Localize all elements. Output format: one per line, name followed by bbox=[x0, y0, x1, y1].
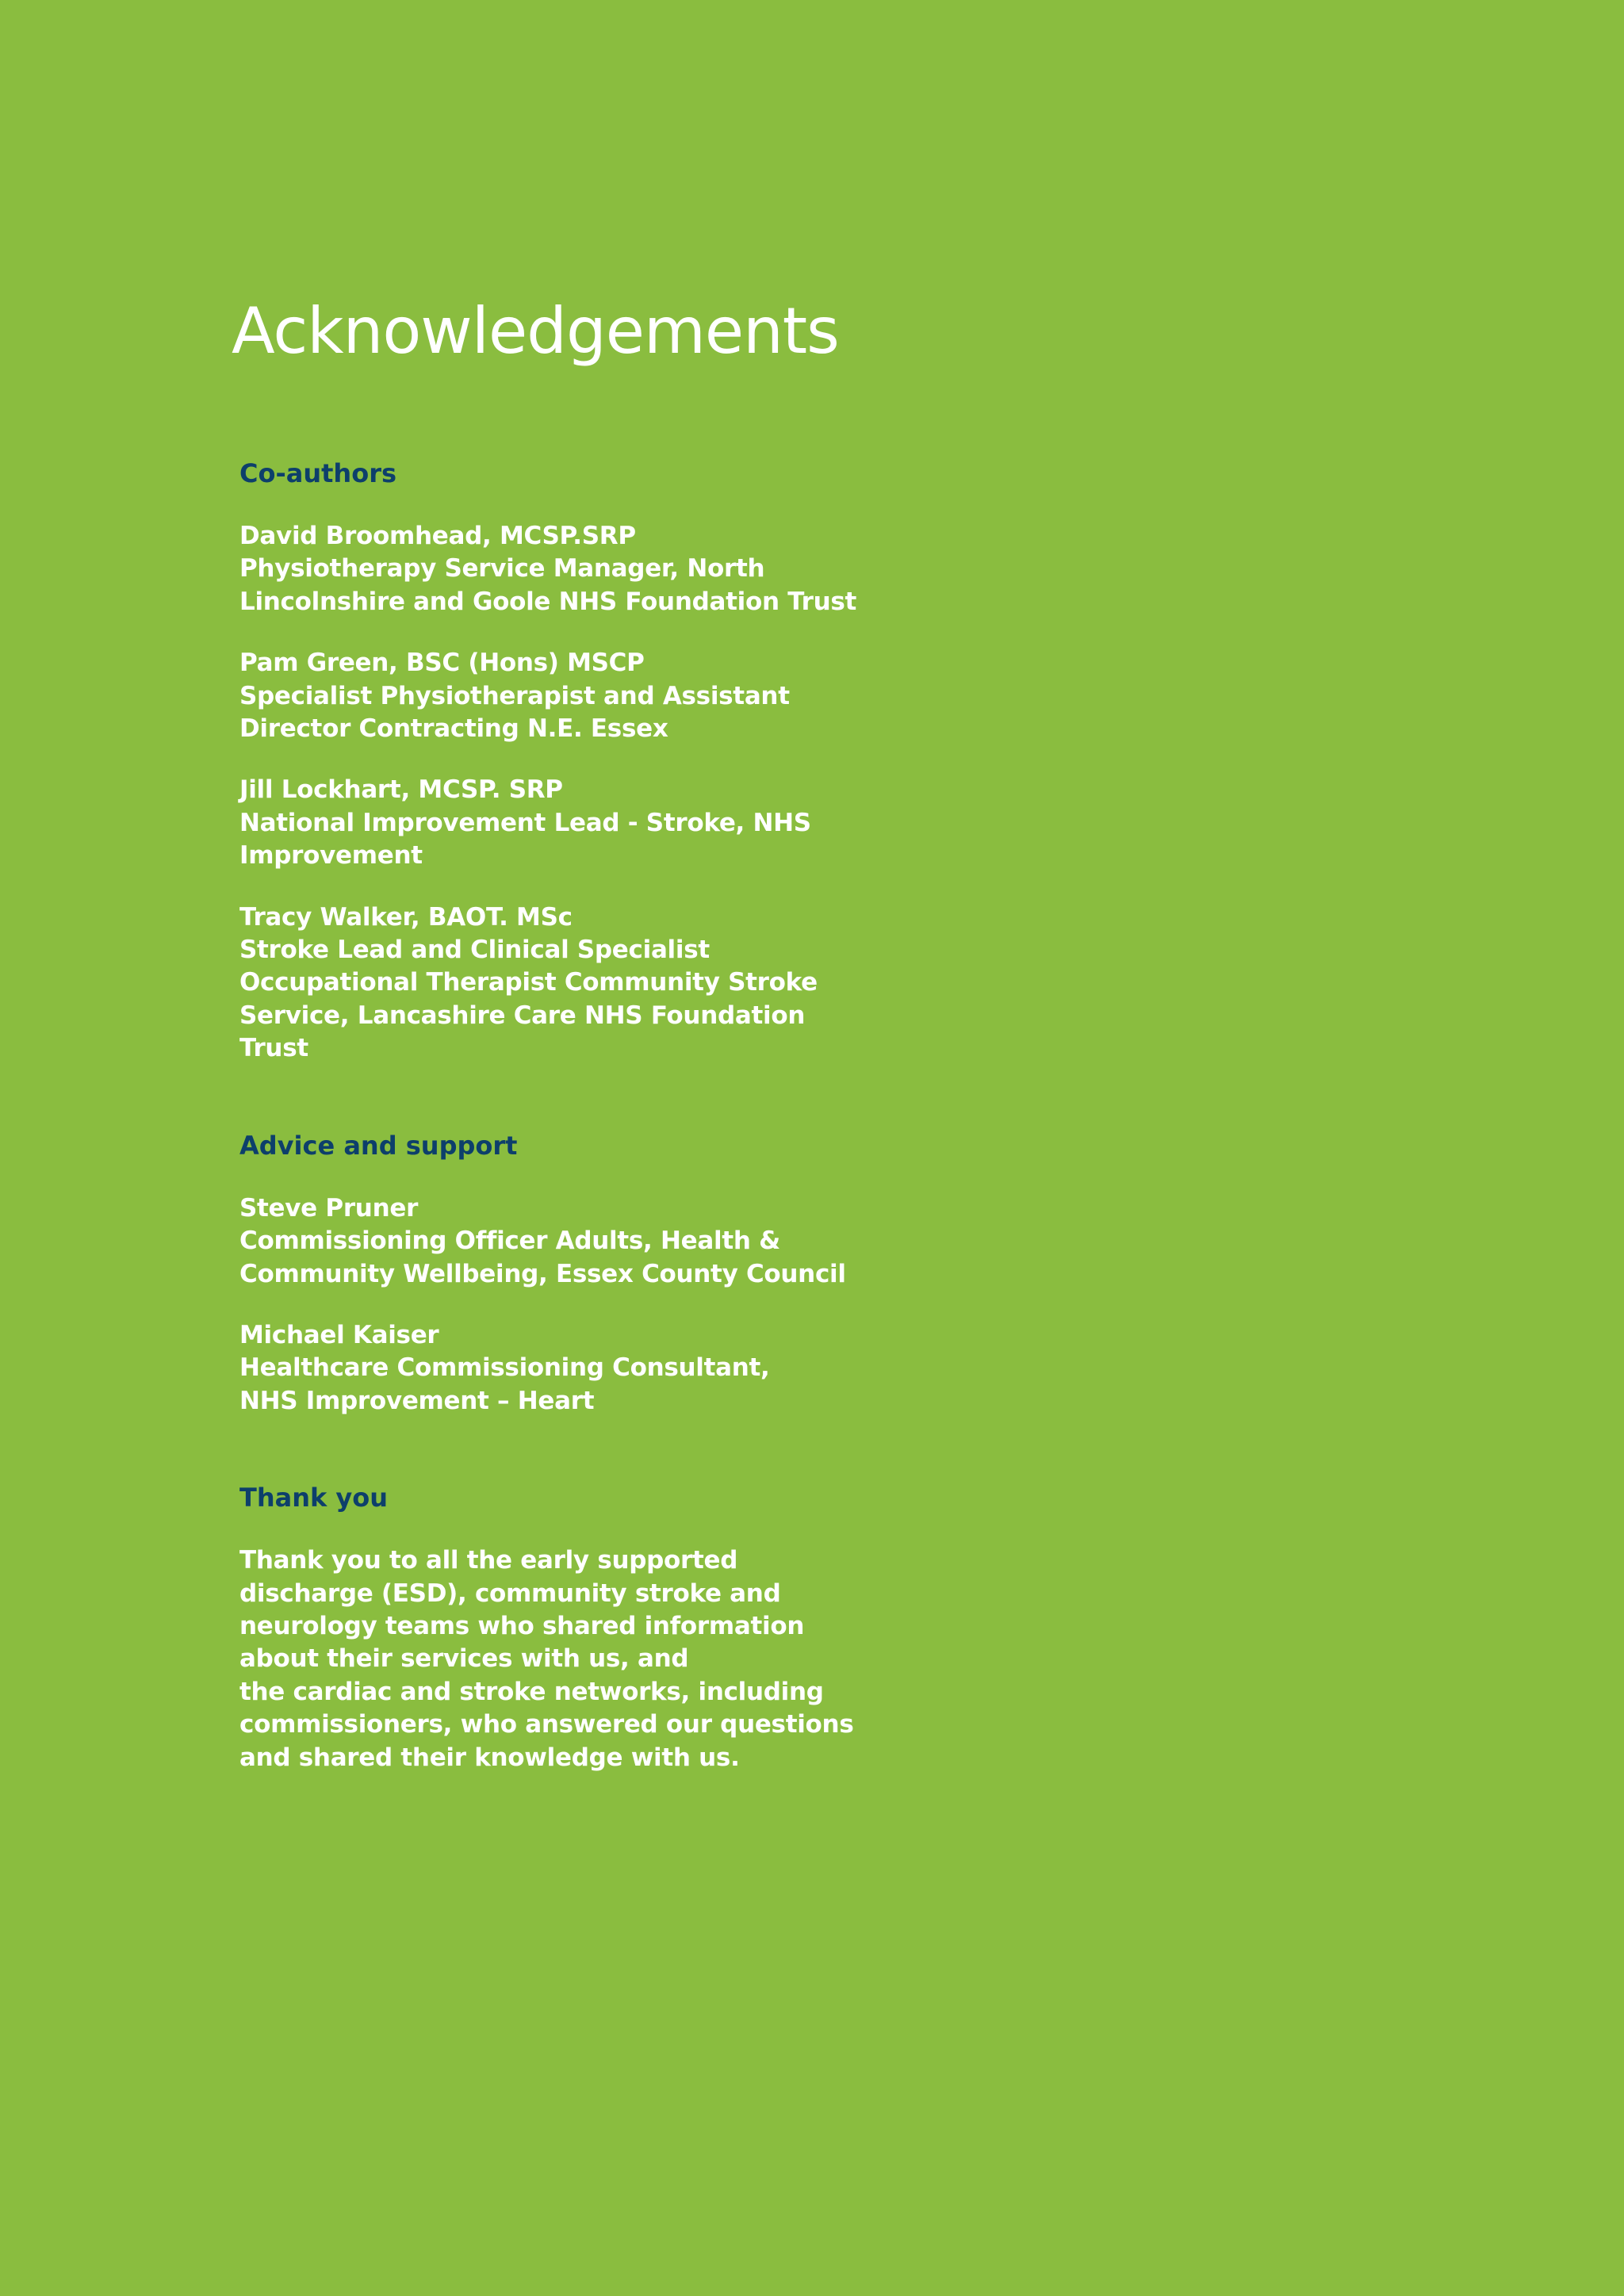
thanks-line: neurology teams who shared information bbox=[239, 1611, 805, 1640]
coauthor-name: Jill Lockhart, MCSP. SRP bbox=[239, 775, 563, 805]
advisor-name: Michael Kaiser bbox=[239, 1320, 439, 1349]
acknowledgements-content bbox=[239, 455, 857, 1774]
advisor-entry bbox=[239, 1291, 842, 1418]
thanks-line: and shared their knowledge with us. bbox=[239, 1743, 740, 1772]
page-title: Acknowledgements bbox=[232, 294, 839, 368]
coauthor-role-line: Lincolnshire and Goole NHS Foundation Trust bbox=[239, 587, 857, 616]
advisor-role-line: NHS Improvement – Heart bbox=[239, 1386, 595, 1415]
coauthors-section bbox=[239, 455, 857, 1066]
coauthor-name: Pam Green, BSC (Hons) MSCP bbox=[239, 649, 645, 678]
advisor-role-line: Healthcare Commissioning Consultant, bbox=[239, 1353, 770, 1383]
coauthor-role-line: Physiotherapy Service Manager, North bbox=[239, 554, 765, 584]
advisor-entry bbox=[239, 1164, 846, 1291]
coauthor-role-line: Stroke Lead and Clinical Specialist bbox=[239, 936, 710, 965]
thanks-section bbox=[239, 1479, 854, 1774]
coauthor-entry bbox=[239, 745, 842, 872]
coauthor-name: Tracy Walker, BAOT. MSc bbox=[239, 902, 573, 932]
coauthor-role-line: Improvement bbox=[239, 841, 423, 871]
section-spacer bbox=[239, 1418, 842, 1479]
thanks-heading: Thank you bbox=[239, 1483, 389, 1513]
coauthor-role-line: Specialist Physiotherapist and Assistant bbox=[239, 681, 790, 710]
coauthor-role-line: Director Contracting N.E. Essex bbox=[239, 714, 668, 744]
coauthors-heading: Co-authors bbox=[239, 458, 397, 488]
advice-section bbox=[239, 1127, 846, 1418]
coauthor-name: David Broomhead, MCSP.SRP bbox=[239, 522, 636, 550]
coauthor-role-line: National Improvement Lead - Stroke, NHS bbox=[239, 808, 811, 837]
coauthor-role-line: Occupational Therapist Community Stroke bbox=[239, 968, 818, 997]
advisor-role-line: Community Wellbeing, Essex County Council bbox=[239, 1259, 846, 1288]
coauthor-role-line: Service, Lancashire Care NHS Foundation bbox=[239, 1001, 806, 1030]
thanks-line: the cardiac and stroke networks, including bbox=[239, 1677, 824, 1706]
coauthor-entry bbox=[239, 492, 857, 618]
coauthor-role-line: Trust bbox=[239, 1034, 308, 1063]
advisor-name: Steve Pruner bbox=[239, 1193, 419, 1223]
thanks-line: commissioners, who answered our questions bbox=[239, 1710, 854, 1739]
thanks-paragraph bbox=[239, 1516, 854, 1774]
thanks-line: about their services with us, and bbox=[239, 1644, 689, 1674]
advice-heading: Advice and support bbox=[239, 1130, 518, 1161]
section-spacer bbox=[239, 1066, 842, 1127]
advisor-role-line: Commissioning Officer Adults, Health & bbox=[239, 1226, 780, 1256]
thanks-line: Thank you to all the early supported bbox=[239, 1546, 738, 1575]
coauthor-entry bbox=[239, 618, 842, 745]
coauthor-entry bbox=[239, 873, 842, 1066]
thanks-line: discharge (ESD), community stroke and bbox=[239, 1578, 781, 1608]
